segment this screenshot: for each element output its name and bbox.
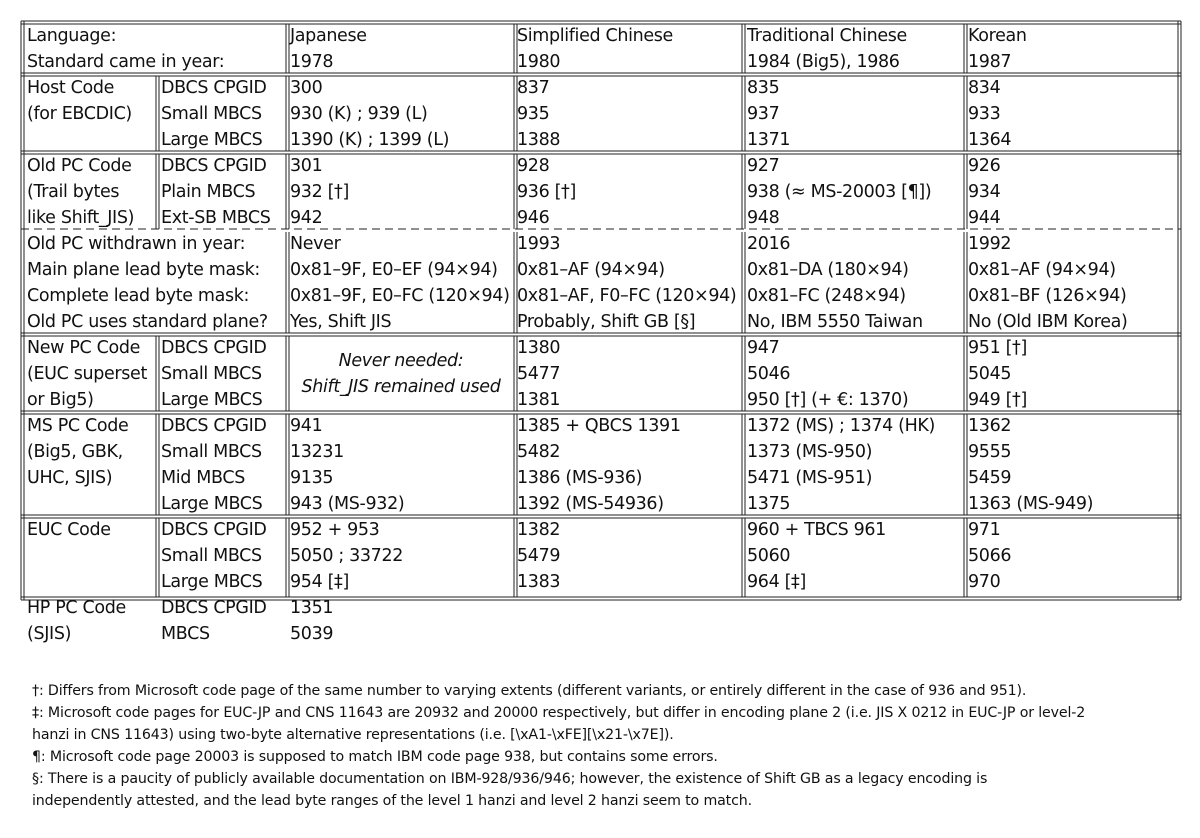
group-label: or Big5) bbox=[27, 390, 94, 410]
table-cell: 950 [†] (+ €: 1370) bbox=[747, 390, 909, 410]
table-cell: 0x81–AF (94×94) bbox=[968, 260, 1116, 280]
group-label: HP PC Code bbox=[27, 598, 126, 618]
group-label: (Big5, GBK, bbox=[27, 442, 123, 462]
table-cell: 835 bbox=[747, 78, 780, 98]
group-label: (for EBCDIC) bbox=[27, 104, 132, 124]
table-cell: 1386 (MS-936) bbox=[517, 468, 643, 488]
table-cell: 941 bbox=[290, 416, 323, 436]
table-cell: 5459 bbox=[968, 468, 1012, 488]
table-cell: 932 [†] bbox=[290, 182, 349, 202]
table-cell: 5066 bbox=[968, 546, 1012, 566]
row-sublabel: Plain MBCS bbox=[161, 182, 256, 202]
table-cell: 5477 bbox=[517, 364, 561, 384]
table-cell: 0x81–AF (94×94) bbox=[517, 260, 665, 280]
footnote-line: †: Differs from Microsoft code page of the same number to varying extents (different variants, or entirely different in the case of 936 and 951). bbox=[32, 683, 1027, 699]
table-cell: 1392 (MS-54936) bbox=[517, 494, 664, 514]
row-sublabel: Ext-SB MBCS bbox=[161, 208, 271, 228]
table-cell: 5039 bbox=[290, 624, 334, 644]
table-cell: 5050 ; 33722 bbox=[290, 546, 404, 566]
table-cell: 947 bbox=[747, 338, 780, 358]
row-sublabel: Mid MBCS bbox=[161, 468, 245, 488]
table-cell: 834 bbox=[968, 78, 1001, 98]
table-cell: No, IBM 5550 Taiwan bbox=[747, 312, 923, 332]
table-cell: 2016 bbox=[747, 234, 791, 254]
table-cell: Yes, Shift JIS bbox=[290, 312, 392, 332]
standard-year: 1980 bbox=[517, 52, 561, 72]
table-cell: 943 (MS-932) bbox=[290, 494, 405, 514]
japanese-note: Never needed: bbox=[338, 351, 464, 371]
table-cell: 1363 (MS-949) bbox=[968, 494, 1094, 514]
table-cell: 948 bbox=[747, 208, 780, 228]
table-cell: 951 [†] bbox=[968, 338, 1027, 358]
table-cell: Probably, Shift GB [§] bbox=[517, 312, 696, 332]
row-sublabel: DBCS CPGID bbox=[161, 156, 267, 176]
japanese-note: Shift_JIS remained used bbox=[301, 377, 501, 397]
row-sublabel: DBCS CPGID bbox=[161, 416, 267, 436]
table-cell: 1381 bbox=[517, 390, 561, 410]
table-cell: 933 bbox=[968, 104, 1001, 124]
table-cell: 935 bbox=[517, 104, 550, 124]
row-label: Old PC uses standard plane? bbox=[27, 312, 268, 332]
table-cell: 928 bbox=[517, 156, 550, 176]
table-cell: 934 bbox=[968, 182, 1001, 202]
table-cell: 1362 bbox=[968, 416, 1012, 436]
table-cell: 0x81–BF (126×94) bbox=[968, 286, 1127, 306]
language-header: Korean bbox=[968, 26, 1027, 46]
table-cell: 926 bbox=[968, 156, 1001, 176]
group-label: New PC Code bbox=[27, 338, 141, 358]
row-sublabel: Small MBCS bbox=[161, 546, 262, 566]
group-label: Old PC Code bbox=[27, 156, 132, 176]
table-cell: 837 bbox=[517, 78, 550, 98]
group-label: (Trail bytes bbox=[27, 182, 120, 202]
table-cell: 5045 bbox=[968, 364, 1012, 384]
row-sublabel: Small MBCS bbox=[161, 104, 262, 124]
table-cell: 937 bbox=[747, 104, 780, 124]
table-cell: 938 (≈ MS-20003 [¶]) bbox=[747, 182, 932, 202]
table-cell: 964 [‡] bbox=[747, 572, 806, 592]
footnote-line: hanzi in CNS 11643) using two-byte alternative representations (i.e. [\xA1-\xFE][\x21-\x7E]). bbox=[32, 727, 674, 743]
group-label: MS PC Code bbox=[27, 416, 129, 436]
row-sublabel: Large MBCS bbox=[161, 572, 263, 592]
table-cell: 9135 bbox=[290, 468, 334, 488]
table-cell: 0x81–9F, E0–FC (120×94) bbox=[290, 286, 510, 306]
group-label: (EUC superset bbox=[27, 364, 147, 384]
table-cell: 1382 bbox=[517, 520, 561, 540]
row-sublabel: DBCS CPGID bbox=[161, 78, 267, 98]
row-sublabel: MBCS bbox=[161, 624, 210, 644]
table-cell: 1380 bbox=[517, 338, 561, 358]
table-cell: No (Old IBM Korea) bbox=[968, 312, 1128, 332]
table-cell: 9555 bbox=[968, 442, 1012, 462]
table-cell: 1372 (MS) ; 1374 (HK) bbox=[747, 416, 936, 436]
table-cell: 944 bbox=[968, 208, 1001, 228]
standard-year: 1987 bbox=[968, 52, 1012, 72]
table-cell: 300 bbox=[290, 78, 323, 98]
table-cell: 960 + TBCS 961 bbox=[747, 520, 886, 540]
table-cell: 1992 bbox=[968, 234, 1012, 254]
table-cell: 1390 (K) ; 1399 (L) bbox=[290, 130, 450, 150]
row-label: Old PC withdrawn in year: bbox=[27, 234, 246, 254]
row-sublabel: Small MBCS bbox=[161, 442, 262, 462]
footnote-line: independently attested, and the lead byte ranges of the level 1 hanzi and level 2 hanzi seem to match. bbox=[32, 793, 752, 809]
table-cell: 5046 bbox=[747, 364, 791, 384]
table-cell: 1388 bbox=[517, 130, 561, 150]
language-header: Traditional Chinese bbox=[747, 26, 907, 46]
group-label: EUC Code bbox=[27, 520, 111, 540]
table-cell: 301 bbox=[290, 156, 323, 176]
table-cell: 5482 bbox=[517, 442, 561, 462]
table-cell: 13231 bbox=[290, 442, 344, 462]
row-sublabel: Large MBCS bbox=[161, 130, 263, 150]
table-cell: 971 bbox=[968, 520, 1001, 540]
row-sublabel: Large MBCS bbox=[161, 494, 263, 514]
table-cell: 0x81–FC (248×94) bbox=[747, 286, 906, 306]
table-cell: 0x81–AF, F0–FC (120×94) bbox=[517, 286, 737, 306]
table-cell: 1383 bbox=[517, 572, 561, 592]
table-cell: 946 bbox=[517, 208, 550, 228]
table-cell: Never bbox=[290, 234, 341, 254]
table-cell: 1375 bbox=[747, 494, 791, 514]
table-cell: 949 [†] bbox=[968, 390, 1027, 410]
table-cell: 930 (K) ; 939 (L) bbox=[290, 104, 428, 124]
row-label: Main plane lead byte mask: bbox=[27, 260, 260, 280]
group-label: UHC, SJIS) bbox=[27, 468, 113, 488]
table-cell: 970 bbox=[968, 572, 1001, 592]
row-sublabel: DBCS CPGID bbox=[161, 598, 267, 618]
row-sublabel: Large MBCS bbox=[161, 390, 263, 410]
table-cell: 927 bbox=[747, 156, 780, 176]
row-sublabel: DBCS CPGID bbox=[161, 520, 267, 540]
language-header: Japanese bbox=[290, 26, 367, 46]
table-cell: 954 [‡] bbox=[290, 572, 349, 592]
table-cell: 1364 bbox=[968, 130, 1012, 150]
table-cell: 5060 bbox=[747, 546, 791, 566]
table-cell: 952 + 953 bbox=[290, 520, 380, 540]
table-cell: 1385 + QBCS 1391 bbox=[517, 416, 681, 436]
row-sublabel: DBCS CPGID bbox=[161, 338, 267, 358]
table-cell: 0x81–9F, E0–EF (94×94) bbox=[290, 260, 498, 280]
language-header: Simplified Chinese bbox=[517, 26, 673, 46]
row-label: Complete lead byte mask: bbox=[27, 286, 250, 306]
table-cell: 5471 (MS-951) bbox=[747, 468, 873, 488]
table-cell: 0x81–DA (180×94) bbox=[747, 260, 909, 280]
table-cell: 1373 (MS-950) bbox=[747, 442, 873, 462]
footnote-line: ¶: Microsoft code page 20003 is supposed to match IBM code page 938, but contains some errors. bbox=[32, 749, 718, 765]
table-cell: 1993 bbox=[517, 234, 561, 254]
group-label: Host Code bbox=[27, 78, 115, 98]
footnote-line: §: There is a paucity of publicly available documentation on IBM-928/936/946; however, the existence of Shift GB as a legacy encoding is bbox=[32, 771, 988, 787]
table-cell: 1371 bbox=[747, 130, 791, 150]
table-cell: 936 [†] bbox=[517, 182, 576, 202]
group-label: like Shift_JIS) bbox=[27, 208, 135, 228]
row-sublabel: Small MBCS bbox=[161, 364, 262, 384]
table-cell: 942 bbox=[290, 208, 323, 228]
group-label: (SJIS) bbox=[27, 624, 72, 644]
table-cell: 1351 bbox=[290, 598, 334, 618]
standard-year: 1978 bbox=[290, 52, 334, 72]
footnote-line: ‡: Microsoft code pages for EUC-JP and CNS 11643 are 20932 and 20000 respectively, but differ in encoding plane 2 (i.e. JIS X 0212 in EUC-JP or level-2 bbox=[32, 705, 1086, 721]
header-language-label: Language: bbox=[27, 26, 117, 46]
standard-year: 1984 (Big5), 1986 bbox=[747, 52, 900, 72]
table-cell: 5479 bbox=[517, 546, 561, 566]
header-year-label: Standard came in year: bbox=[27, 52, 225, 72]
